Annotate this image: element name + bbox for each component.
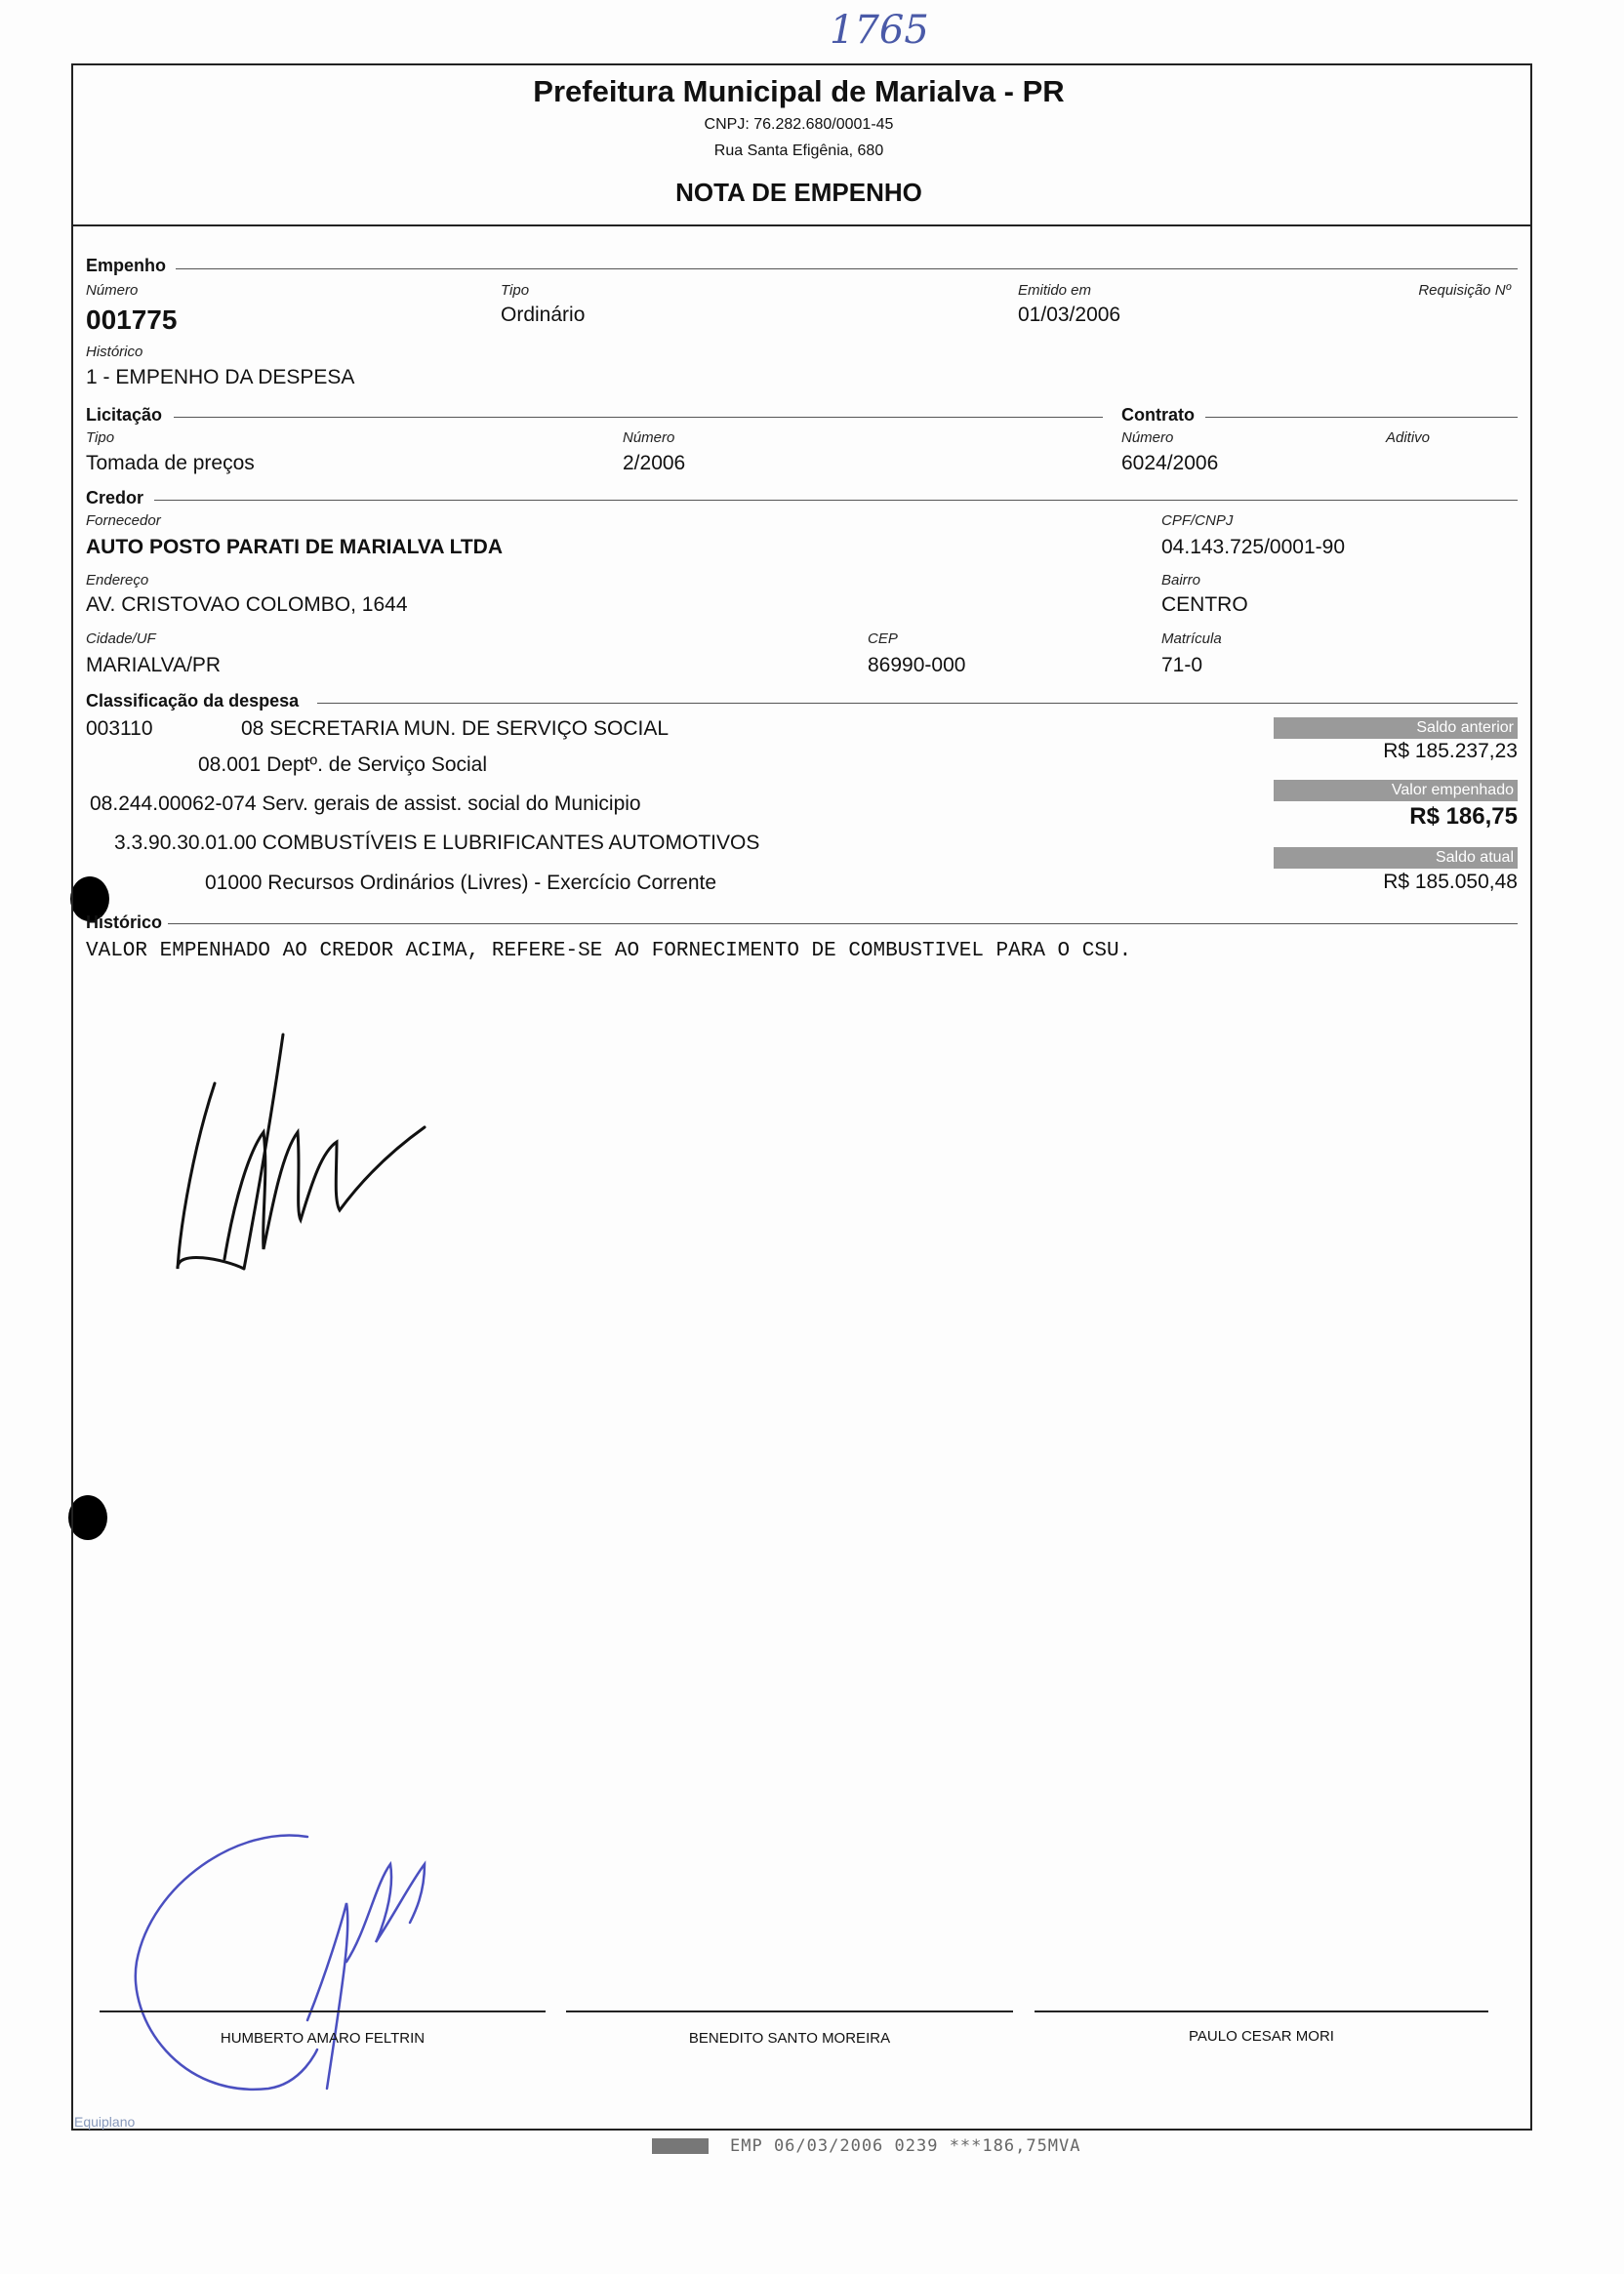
cnpj-label: CPF/CNPJ (1161, 512, 1234, 529)
printer-stamp-text: EMP 06/03/2006 0239 ***186,75MVA (730, 2136, 1081, 2156)
printer-logo-icon (652, 2138, 709, 2154)
empenho-historico-label: Histórico (86, 344, 143, 360)
section-contrato: Contrato (1121, 405, 1195, 425)
signatory-name: HUMBERTO AMARO FELTRIN (220, 2030, 426, 2047)
empenho-historico: 1 - EMPENHO DA DESPESA (86, 366, 355, 388)
contrato-aditivo-label: Aditivo (1386, 429, 1431, 446)
saldo-anterior-value: R$ 185.237,23 (1383, 740, 1518, 762)
section-empenho: Empenho (86, 256, 167, 275)
credor-cep: 86990-000 (868, 654, 966, 676)
document-title: NOTA DE EMPENHO (675, 178, 922, 207)
cidade-label: Cidade/UF (86, 630, 156, 647)
empenho-tipo-label: Tipo (501, 282, 530, 299)
saldo-atual-label: Saldo atual (1274, 847, 1518, 869)
saldo-atual-value: R$ 185.050,48 (1383, 871, 1518, 893)
fornecedor-name: AUTO POSTO PARATI DE MARIALVA LTDA (86, 536, 503, 558)
handwritten-page-number: 1765 (830, 8, 929, 53)
contrato-numero-label: Número (1121, 429, 1174, 446)
licitacao-tipo: Tomada de preços (86, 452, 255, 474)
org-name: Prefeitura Municipal de Marialva - PR (533, 74, 1065, 108)
credor-cnpj: 04.143.725/0001-90 (1161, 536, 1346, 558)
section-rule (1205, 417, 1518, 418)
signature-line (1035, 2010, 1488, 2012)
saldo-anterior-label: Saldo anterior (1274, 717, 1518, 739)
classificacao-departamento: 08.001 Deptº. de Serviço Social (198, 753, 488, 776)
section-rule (174, 417, 1103, 418)
credor-bairro: CENTRO (1161, 593, 1248, 616)
printer-stamp (652, 2136, 1081, 2156)
signature-line (566, 2010, 1013, 2012)
empenho-numero-label: Número (86, 282, 139, 299)
credor-cidade: MARIALVA/PR (86, 654, 222, 676)
section-licitacao: Licitação (86, 405, 163, 425)
software-footer: Equiplano (74, 2114, 136, 2130)
org-address: Rua Santa Efigênia, 680 (713, 142, 884, 159)
section-rule (176, 268, 1518, 269)
signatory-name: BENEDITO SANTO MOREIRA (688, 2030, 891, 2047)
header-separator (71, 224, 1532, 226)
classificacao-code: 003110 (86, 717, 153, 740)
requisicao-label: Requisição Nº (1418, 282, 1511, 299)
bairro-label: Bairro (1161, 572, 1201, 589)
valor-empenhado-label: Valor empenhado (1274, 780, 1518, 801)
classificacao-secretaria: 08 SECRETARIA MUN. DE SERVIÇO SOCIAL (241, 717, 670, 740)
licitacao-numero: 2/2006 (623, 452, 686, 474)
section-rule (317, 703, 1518, 704)
fornecedor-label: Fornecedor (86, 512, 161, 529)
section-historico: Histórico (86, 913, 163, 932)
credor-matricula: 71-0 (1161, 654, 1203, 676)
emitido-label: Emitido em (1018, 282, 1092, 299)
emitido-date: 01/03/2006 (1018, 304, 1121, 326)
section-classificacao: Classificação da despesa (86, 691, 300, 711)
cep-label: CEP (868, 630, 898, 647)
classificacao-elemento: 3.3.90.30.01.00 COMBUSTÍVEIS E LUBRIFICANTES AUTOMOTIVOS (114, 832, 760, 854)
historico-text: VALOR EMPENHADO AO CREDOR ACIMA, REFERE-SE AO FORNECIMENTO DE COMBUSTIVEL PARA O CSU. (86, 940, 1132, 962)
section-credor: Credor (86, 488, 144, 508)
section-rule (168, 923, 1518, 924)
valor-empenhado-value: R$ 186,75 (1409, 803, 1518, 830)
signature-line (100, 2010, 546, 2012)
handwritten-signature (132, 1825, 454, 2118)
handwritten-signature (166, 1025, 439, 1279)
licitacao-numero-label: Número (623, 429, 675, 446)
licitacao-tipo-label: Tipo (86, 429, 115, 446)
org-cnpj: CNPJ: 76.282.680/0001-45 (704, 116, 894, 133)
empenho-numero: 001775 (86, 305, 178, 335)
contrato-numero: 6024/2006 (1121, 452, 1219, 474)
matricula-label: Matrícula (1161, 630, 1222, 647)
signatory-name: PAULO CESAR MORI (1189, 2028, 1334, 2045)
empenho-tipo: Ordinário (501, 304, 586, 326)
endereco-label: Endereço (86, 572, 149, 589)
classificacao-recurso: 01000 Recursos Ordinários (Livres) - Exercício Corrente (205, 872, 717, 894)
credor-endereco: AV. CRISTOVAO COLOMBO, 1644 (86, 593, 408, 616)
section-rule (154, 500, 1518, 501)
classificacao-funcional: 08.244.00062-074 Serv. gerais de assist. social do Municipio (90, 792, 641, 815)
